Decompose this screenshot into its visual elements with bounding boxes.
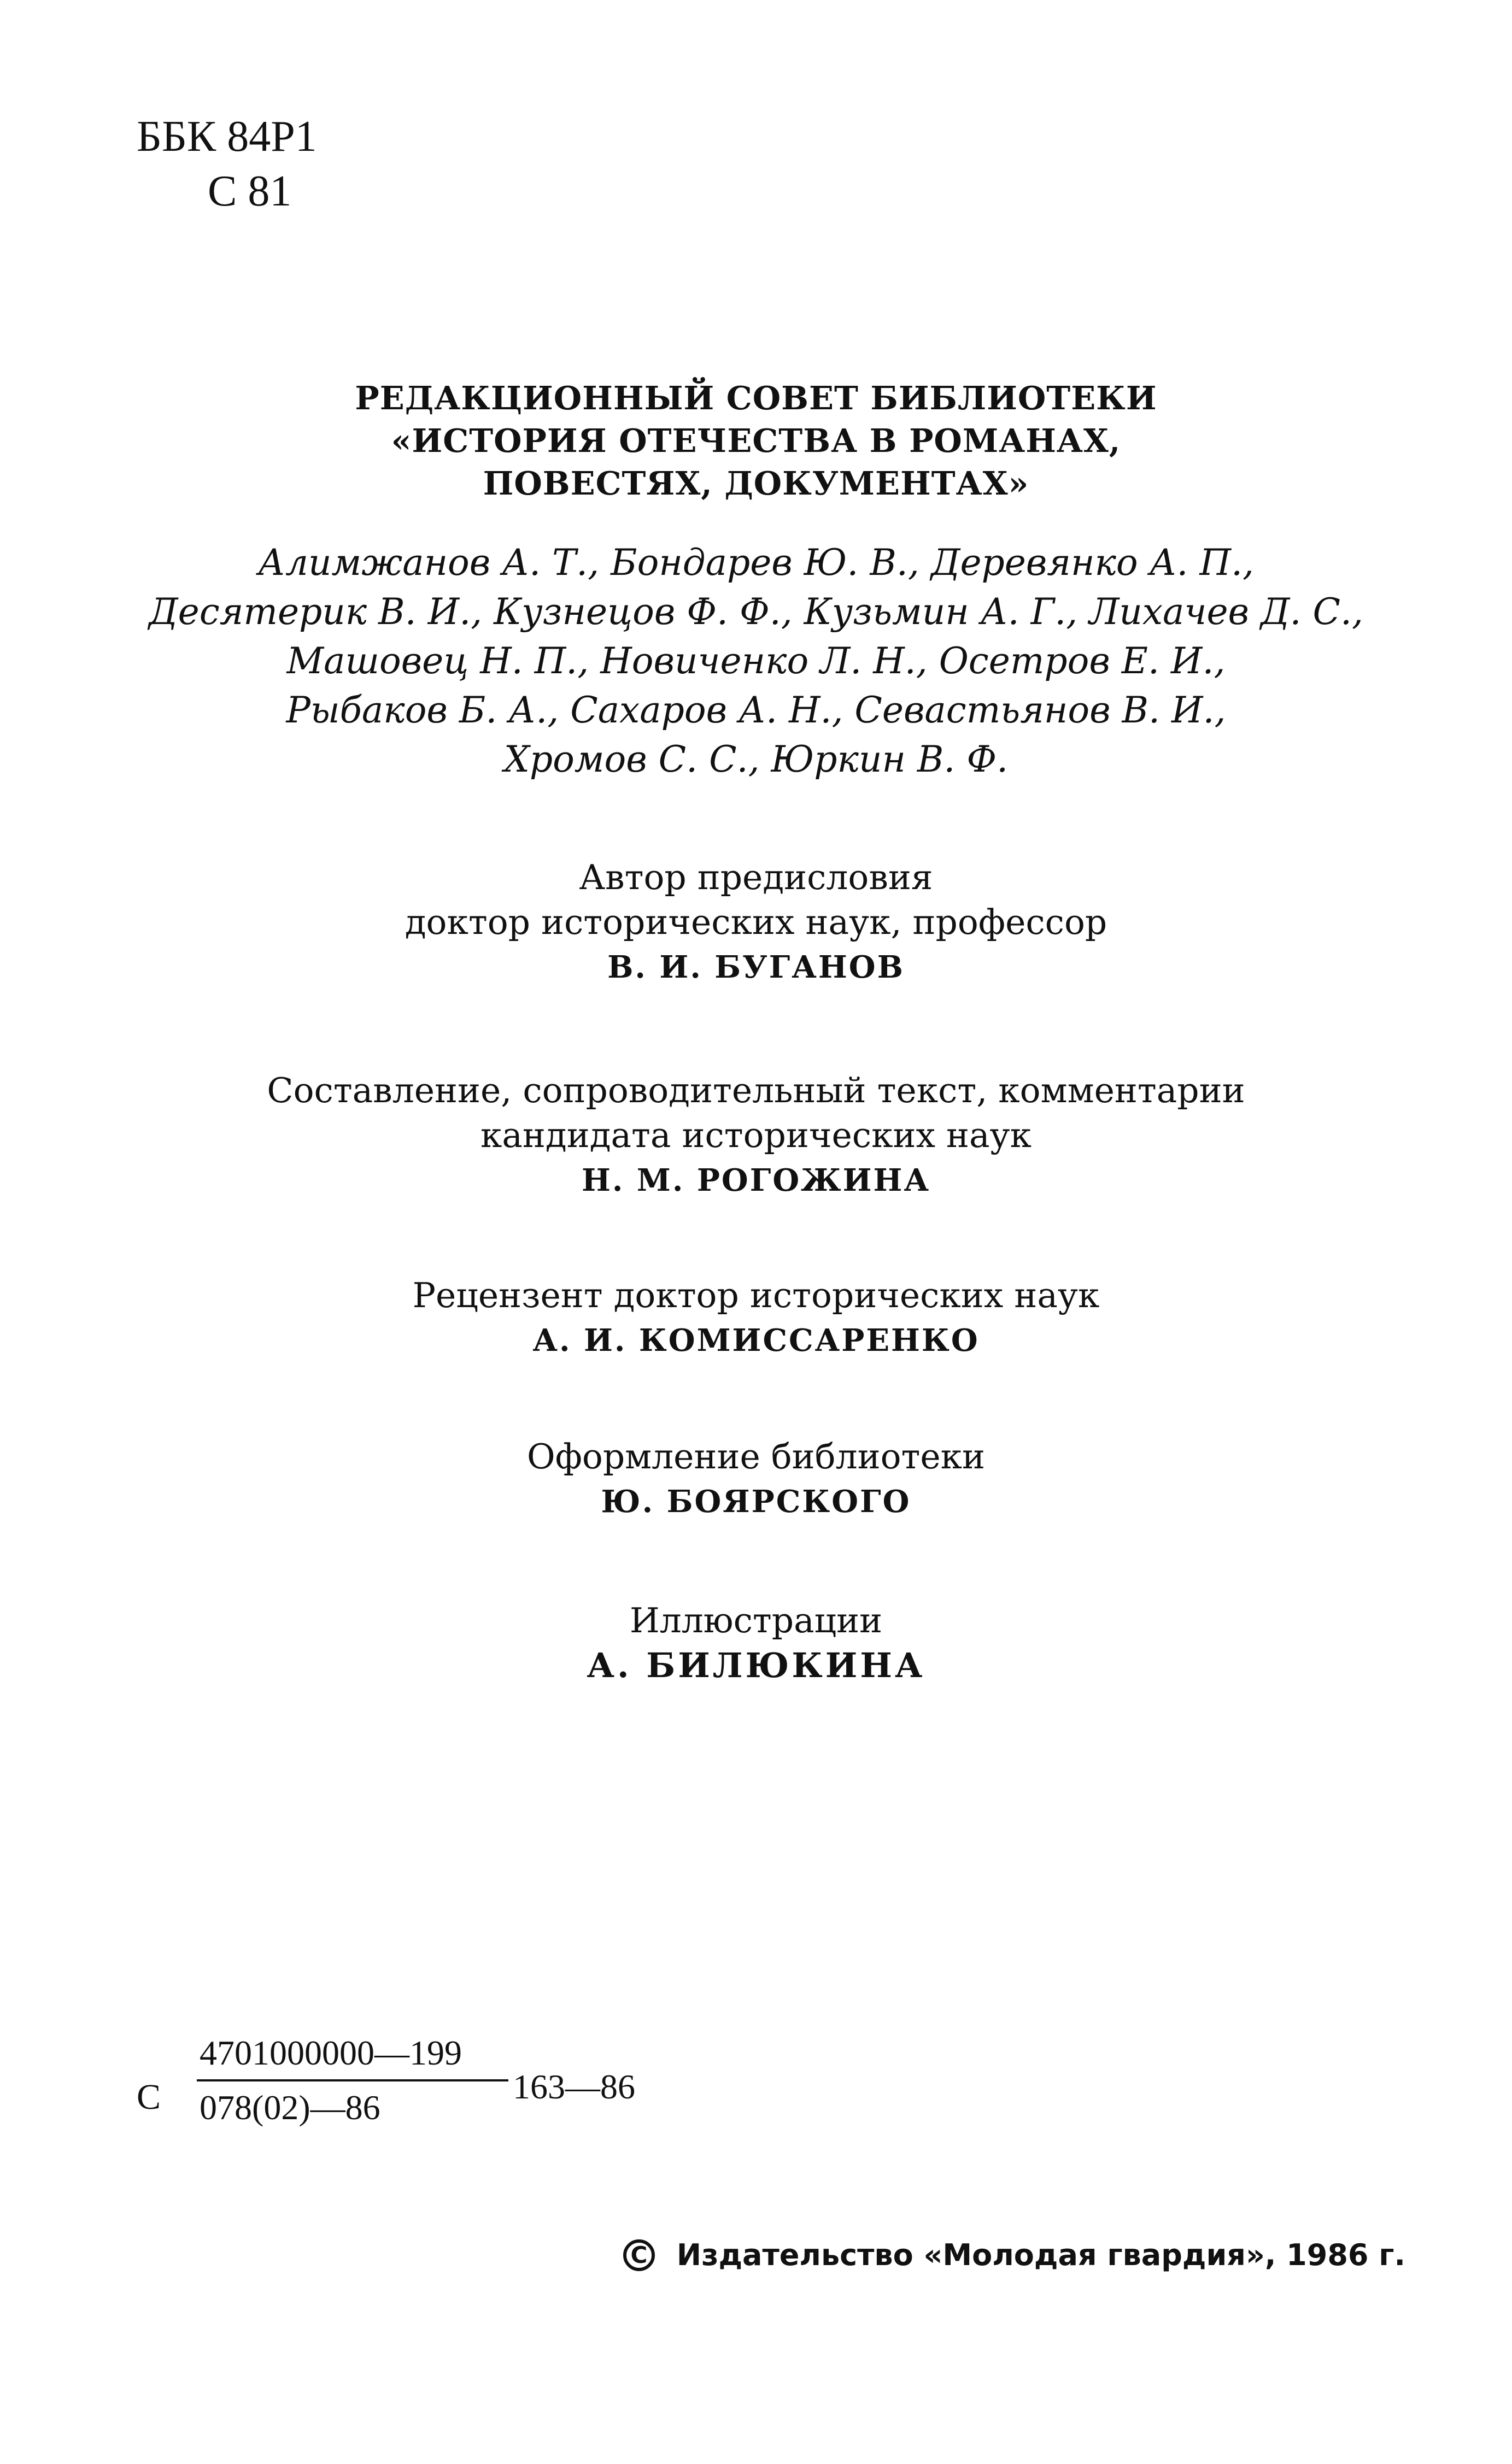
council-title-line: ПОВЕСТЯХ, ДОКУМЕНТАХ» (483, 464, 1029, 502)
preface-author-name: В. И. БУГАНОВ (607, 949, 905, 985)
compiler-name: Н. М. РОГОЖИНА (581, 1162, 931, 1198)
council-members (0, 538, 1512, 784)
editorial-council-title (0, 377, 1512, 505)
compiler-role: Составление, сопроводительный текст, комментарии (267, 1071, 1245, 1110)
author-sign-code: С 81 (208, 167, 292, 215)
designer-name: Ю. БОЯРСКОГО (601, 1484, 911, 1520)
illustrations-credit (0, 1598, 1512, 1688)
copyright-line (623, 2238, 1405, 2272)
copyright-icon (623, 2239, 655, 2271)
preface-credit (0, 855, 1512, 990)
copyright-symbol-letter: C (630, 2241, 648, 2268)
index-numerator: 4701000000—199 (200, 2033, 462, 2072)
members-line: Алимжанов А. Т., Бондарев Ю. В., Деревянко А. П., (257, 542, 1255, 584)
members-line: Десятерик В. И., Кузнецов Ф. Ф., Кузьмин А. Г., Лихачев Д. С., (149, 591, 1363, 633)
classification-codes (137, 109, 317, 219)
illustrations-role: Иллюстрации (629, 1601, 883, 1640)
design-role: Оформление библиотеки (526, 1437, 986, 1477)
council-title-line: «ИСТОРИЯ ОТЕЧЕСТВА В РОМАНАХ, (391, 422, 1121, 460)
design-credit (0, 1434, 1512, 1524)
reviewer-credit (0, 1273, 1512, 1363)
bbk-code: ББК 84Р1 (137, 113, 317, 161)
index-letter: С (137, 2077, 161, 2117)
compiler-credit (0, 1068, 1512, 1203)
compiler-title: кандидата исторических наук (480, 1115, 1032, 1155)
copyright-text: Издательство «Молодая гвардия», 1986 г. (676, 2238, 1405, 2272)
reviewer-role: Рецензент доктор исторических наук (412, 1275, 1100, 1315)
illustrator-name: А. БИЛЮКИНА (587, 1645, 925, 1685)
index-denominator: 078(02)—86 (200, 2088, 380, 2127)
members-line: Хромов С. С., Юркин В. Ф. (503, 738, 1009, 780)
members-line: Машовец Н. П., Новиченко Л. Н., Осетров Е. И., (286, 640, 1226, 682)
council-title-line: РЕДАКЦИОННЫЙ СОВЕТ БИБЛИОТЕКИ (355, 379, 1157, 417)
preface-title: доктор исторических наук, профессор (405, 902, 1107, 942)
reviewer-name: А. И. КОМИССАРЕНКО (532, 1322, 980, 1359)
preface-role: Автор предисловия (579, 857, 933, 897)
index-suffix: 163—86 (513, 2067, 635, 2106)
index-fraction-bar (197, 2079, 508, 2081)
members-line: Рыбаков Б. А., Сахаров А. Н., Севастьянов В. И., (286, 689, 1226, 731)
